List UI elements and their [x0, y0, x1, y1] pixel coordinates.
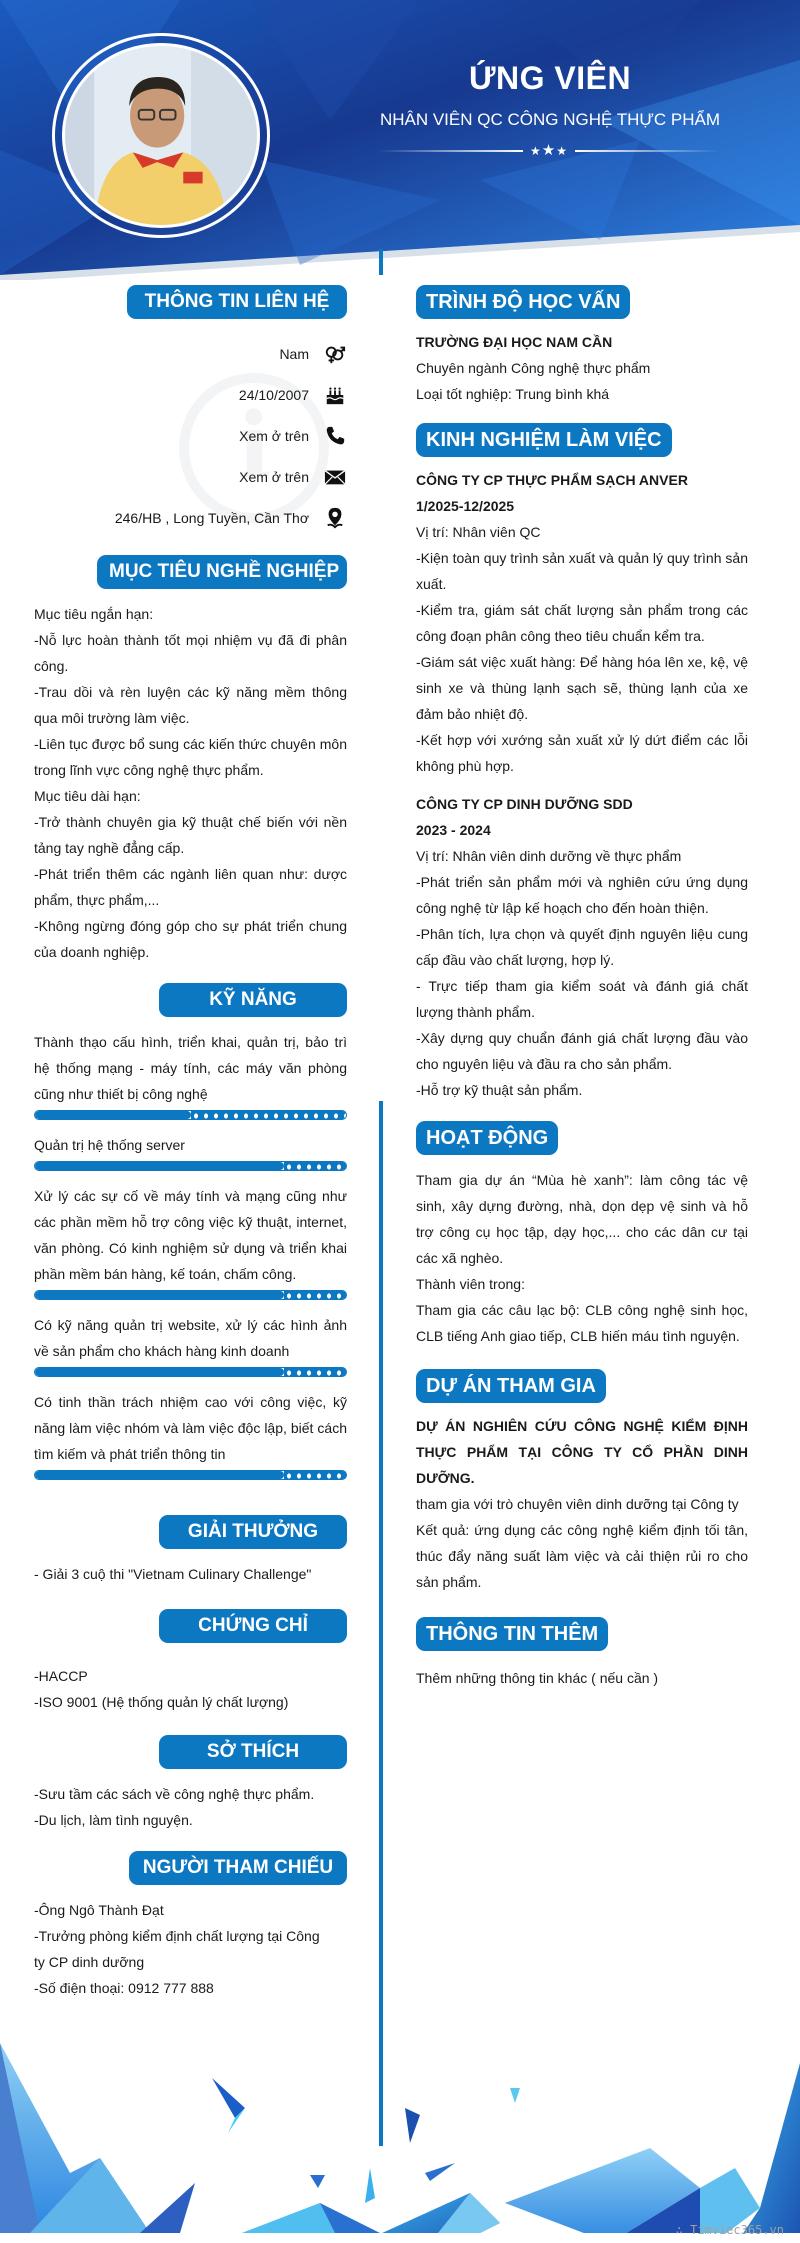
skill-level-bar — [34, 1367, 347, 1377]
phone-icon — [323, 424, 347, 448]
right-column — [416, 285, 748, 1691]
timeline-line-bottom — [379, 1101, 383, 2146]
skill-name: Quản trị hệ thống server — [34, 1137, 185, 1153]
gender-icon — [323, 342, 347, 366]
contact-phone: Xem ở trên — [34, 415, 347, 456]
section-title-references: NGƯỜI THAM CHIẾU — [129, 1851, 347, 1885]
skill-level-bar — [34, 1161, 347, 1171]
stars-icon: ★★★ — [530, 142, 568, 159]
skill-level-bar — [34, 1290, 347, 1300]
contact-birthday: 24/10/2007 — [34, 374, 347, 415]
job-company: CÔNG TY CP THỰC PHẨM SẠCH ANVER — [416, 472, 688, 488]
cv-header — [0, 0, 800, 280]
skill-name: Có kỹ năng quản trị website, xử lý các hình ảnh về sản phẩm cho khách hàng kinh doanh — [34, 1317, 347, 1359]
contact-gender: Nam — [34, 333, 347, 374]
skill-level-bar — [34, 1110, 347, 1120]
section-title-experience: KINH NGHIỆM LÀM VIỆC — [416, 423, 672, 457]
job-position: Vị trí: Nhân viên dinh dưỡng về thực phẩm — [416, 848, 682, 864]
additional-content: Thêm những thông tin khác ( nếu cần ) — [416, 1670, 659, 1686]
section-title-activities: HOẠT ĐỘNG — [416, 1121, 558, 1155]
objective-content: Mục tiêu ngắn hạn: -Nỗ lực hoàn thành tốt mọi nhiệm vụ đã đi phân công. -Trau dồi và rèn luyện các kỹ năng mềm thông qua môi trường làm việc. -Liên tục được bổ sung các kiến thức chuyên môn trong lĩnh vực công nghệ thực phẩm. Mục tiêu dài hạn: -Trở thành chuyên gia kỹ thuật chế biến với nền tảng tay nghề đẳng cấp. -Phát triển thêm các ngành liên quan như: dược phẩm, thực phẩm,... -Không ngừng đóng góp cho sự phát triển chung của doanh nghiệp. — [34, 606, 347, 960]
references-content: -Ông Ngô Thành Đạt -Trưởng phòng kiểm định chất lượng tại Công ty CP dinh dưỡng -Số điện thoại: 0912 777 888 — [34, 1902, 320, 1996]
section-title-hobbies: SỞ THÍCH — [159, 1735, 347, 1769]
job-period: 1/2025-12/2025 — [416, 498, 515, 514]
activities-content: Tham gia dự án “Mùa hè xanh”: làm công tác vệ sinh, xây dựng đường, nhà, dọn dẹp vệ sinh và hỗ trợ công cụ học tập, dạy học,... cho các dân cư tại các xã nghèo. Thành viên trong: Tham gia các câu lạc bộ: CLB công nghệ sinh học, CLB tiếng Anh giao tiếp, CLB hiến máu tình nguyện. — [416, 1172, 748, 1344]
certificates-content: -HACCP -ISO 9001 (Hệ thống quản lý chất lượng) — [34, 1668, 289, 1710]
contact-list — [34, 333, 347, 538]
experience-job: CÔNG TY CP DINH DƯỠNG SDD 2023 - 2024 Vị trí: Nhân viên dinh dưỡng về thực phẩm -Phát triển sản phẩm mới và nghiên cứu ứng dụng công nghệ từ lập kế hoạch cho đến hoàn thiện. -Phân tích, lựa chọn và quyết định nguyên liệu cung cấp đầu vào chất lượng, hợp lý. - Trực tiếp tham gia kiểm soát và đánh giá chất lượng thành phẩm. -Xây dựng quy chuẩn đánh giá chất lượng đầu vào cho nguyên liệu và đầu ra cho sản phẩm. -Hỗ trợ kỹ thuật sản phẩm. — [416, 791, 748, 1103]
section-title-objective: MỤC TIÊU NGHỀ NGHIỆP — [97, 555, 347, 589]
section-title-projects: DỰ ÁN THAM GIA — [416, 1369, 606, 1403]
contact-address: 246/HB , Long Tuyền, Cần Thơ — [34, 497, 347, 538]
header-divider — [378, 144, 720, 158]
skills-list — [34, 1029, 347, 1480]
hobbies-content: -Sưu tầm các sách về công nghệ thực phẩm. -Du lịch, làm tình nguyện. — [34, 1786, 315, 1828]
job-company: CÔNG TY CP DINH DƯỠNG SDD — [416, 796, 633, 812]
job-position: Vị trí: Nhân viên QC — [416, 524, 541, 540]
site-watermark: ∴ Timviec365.vn — [675, 2223, 784, 2237]
skill-level-bar — [34, 1470, 347, 1480]
envelope-icon — [323, 465, 347, 489]
profile-photo — [62, 43, 260, 228]
timeline-line-top — [379, 249, 383, 275]
project-name: DỰ ÁN NGHIÊN CỨU CÔNG NGHỆ KIỂM ĐỊNH THỰC PHẨM TẠI CÔNG TY CỔ PHẦN DINH DƯỠNG. — [416, 1418, 748, 1486]
awards-content: - Giải 3 cuộ thi "Vietnam Culinary Challenge" — [34, 1566, 312, 1582]
footer-polygon-decoration — [0, 2003, 800, 2243]
section-title-additional: THÔNG TIN THÊM — [416, 1617, 608, 1651]
skill-name: Có tinh thần trách nhiệm cao với công việc, kỹ năng làm việc nhóm và làm việc độc lập, biết cách tìm kiếm và phát triển thông tin — [34, 1394, 347, 1462]
avatar — [52, 33, 270, 238]
job-period: 2023 - 2024 — [416, 822, 491, 838]
section-title-education: TRÌNH ĐỘ HỌC VẤN — [416, 285, 630, 319]
candidate-name: ỨNG VIÊN — [468, 60, 632, 96]
contact-email: Xem ở trên — [34, 456, 347, 497]
skill-name: Thành thạo cấu hình, triển khai, quản trị, bảo trì hệ thống mạng - máy tính, các máy văn phòng cũng như thiết bị công nghệ — [34, 1034, 347, 1102]
left-column — [34, 285, 347, 2001]
section-title-awards: GIẢI THƯỞNG — [159, 1515, 347, 1549]
experience-job: CÔNG TY CP THỰC PHẨM SẠCH ANVER 1/2025-12/2025 Vị trí: Nhân viên QC -Kiện toàn quy trình sản xuất và quản lý quy trình sản xuất. -Kiểm tra, giám sát chất lượng sản phẩm trong các công đoạn phân công theo tiêu chuẩn kểm tra. -Giám sát việc xuất hàng: Để hàng hóa lên xe, kệ, vệ sinh xe và thùng lạnh sạch sẽ, thùng lạnh của xe đảm bảo nhiệt độ. -Kết hợp với xướng sản xuất xử lý dứt điểm các lỗi không phù hợp. — [416, 467, 748, 779]
candidate-job-title: NHÂN VIÊN QC CÔNG NGHỆ THỰC PHẨM — [379, 110, 721, 129]
section-title-certificates: CHỨNG CHỈ — [159, 1609, 347, 1643]
school-name: TRƯỜNG ĐẠI HỌC NAM CẦN — [416, 334, 613, 350]
skill-name: Xử lý các sự cố về máy tính và mạng cũng như các phần mềm hỗ trợ công việc kỹ thuật, internet, văn phòng. Có kinh nghiệm sử dụng và triển khai phần mềm bán hàng, kế toán, chấm công. — [34, 1188, 347, 1282]
section-title-skills: KỸ NĂNG — [159, 983, 347, 1017]
birthday-cake-icon — [323, 383, 347, 407]
section-title-contact: THÔNG TIN LIÊN HỆ — [127, 285, 347, 319]
education-content: TRƯỜNG ĐẠI HỌC NAM CẦN Chuyên ngành Công nghệ thực phẩm Loại tốt nghiệp: Trung bình khá — [416, 329, 748, 407]
map-pin-icon — [323, 506, 347, 530]
projects-content: DỰ ÁN NGHIÊN CỨU CÔNG NGHỆ KIỂM ĐỊNH THỰC PHẨM TẠI CÔNG TY CỔ PHẦN DINH DƯỠNG. tham gia với trò chuyên viên dinh dưỡng tại Công ty Kết quả: ứng dụng các công nghệ kiểm định tối tân, thúc đẩy năng suất làm việc và cải thiện rủi ro cho sản phẩm. — [416, 1413, 748, 1595]
cv-footer — [0, 2003, 800, 2243]
